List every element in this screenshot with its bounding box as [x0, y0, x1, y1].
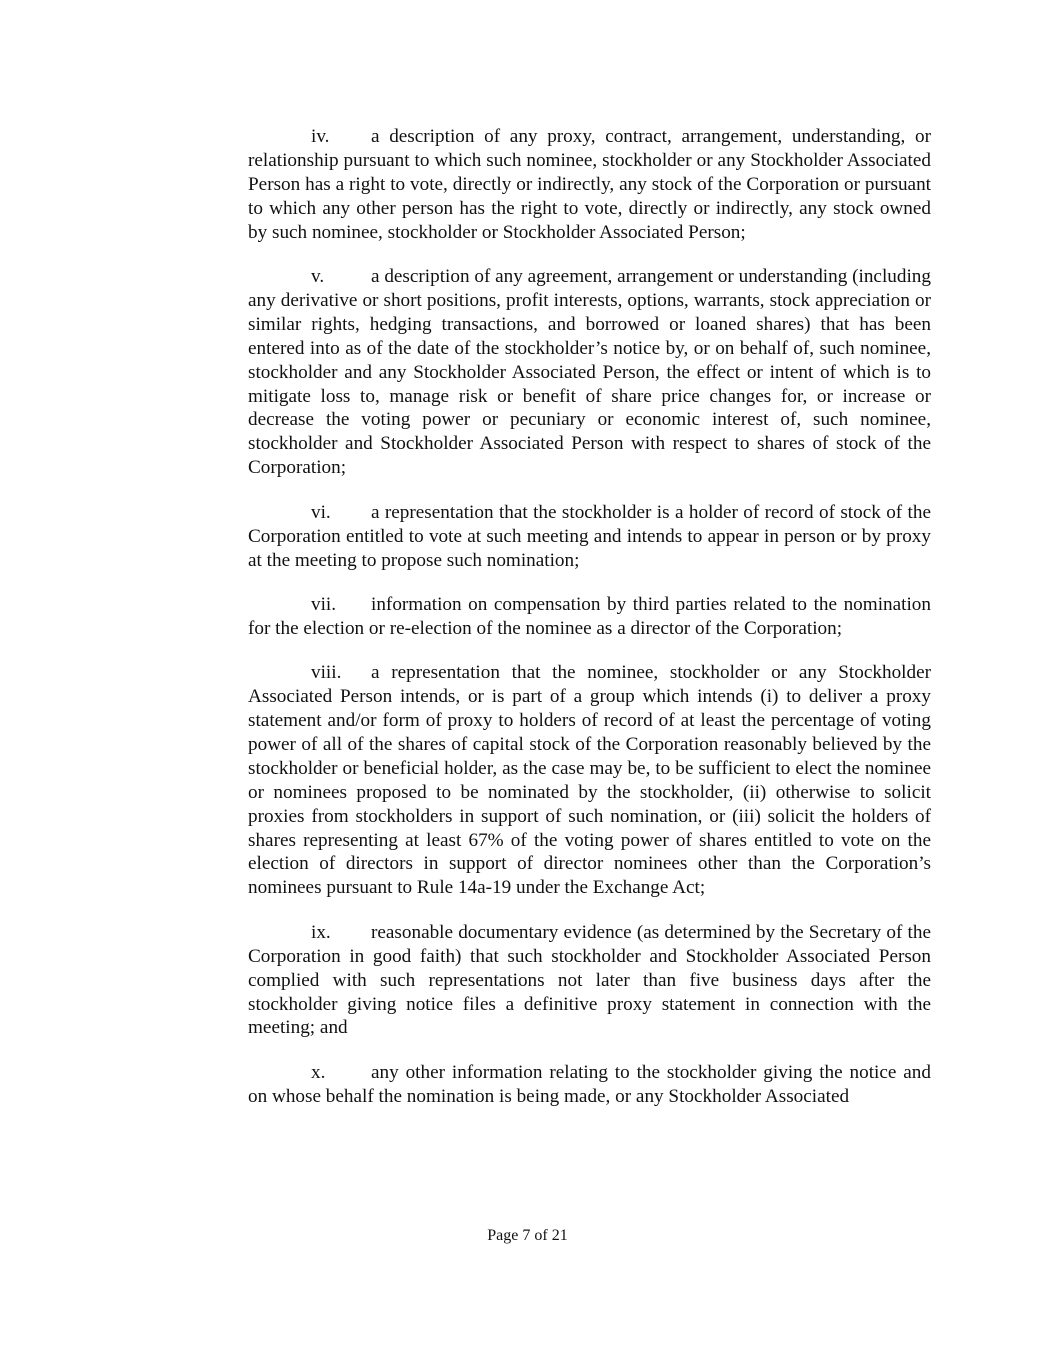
document-body	[248, 125, 931, 1129]
clause-vi	[248, 501, 931, 573]
clause-ix	[248, 921, 931, 1041]
clause-text: any other information relating to the stockholder giving the notice and on whose behalf the nomination is being made, or any Stockholder Associated	[248, 1061, 931, 1107]
clause-text: a representation that the nominee, stockholder or any Stockholder Associated Person intends, or is part of a group which intends (i) to deliver a proxy statement and/or form of proxy to holders of record of at least the percentage of voting power of all of the shares of capital stock of the Corporation reasonably believed by the stockholder or beneficial holder, as the case may be, to be sufficient to elect the nominee or nominees proposed to be nominated by the stockholder, (ii) otherwise to solicit proxies from stockholders in support of such nomination, or (iii) solicit the holders of shares representing at least 67% of the voting power of shares entitled to vote on the election of directors in support of director nominees other than the Corporation’s nominees pursuant to Rule 14a-19 under the Exchange Act;	[248, 662, 931, 899]
clause-number: vi.	[311, 501, 331, 523]
clause-number: v.	[311, 266, 325, 288]
page-number-footer: Page 7 of 21	[487, 1227, 568, 1244]
clause-number: viii.	[311, 662, 342, 684]
clause-number: ix.	[311, 921, 331, 943]
clause-text: information on compensation by third parties related to the nomination for the election or re-election of the nominee as a director of the Corporation;	[248, 593, 931, 639]
clause-iv	[248, 125, 931, 245]
clause-vii	[248, 593, 931, 641]
clause-text: a description of any proxy, contract, arrangement, understanding, or relationship pursuant to which such nominee, stockholder or any Stockholder Associated Person has a right to vote, directly or indirectly, any stock of the Corporation or pursuant to which any other person has the right to vote, directly or indirectly, any stock owned by such nominee, stockholder or Stockholder Associated Person;	[248, 126, 931, 243]
clause-number: vii.	[311, 593, 337, 615]
clause-viii	[248, 661, 931, 900]
clause-x	[248, 1061, 931, 1109]
clause-number: x.	[311, 1061, 326, 1083]
clause-number: iv.	[311, 126, 330, 147]
clause-v	[248, 265, 931, 480]
clause-text: a description of any agreement, arrangement or understanding (including any derivative or short positions, profit interests, options, warrants, stock appreciation or similar rights, hedging transactions, and borrowed or loaned shares) that has been entered into as of the date of the stockholder’s notice by, or on behalf of, such nominee, stockholder and any Stockholder Associated Person, the effect or intent of which is to mitigate loss to, manage risk or benefit of share price changes for, or increase or decrease the voting power or pecuniary or economic interest of, such nominee, stockholder and Stockholder Associated Person with respect to shares of stock of the Corporation;	[248, 266, 931, 479]
clause-text: a representation that the stockholder is a holder of record of stock of the Corporation entitled to vote at such meeting and intends to appear in person or by proxy at the meeting to propose such nomination;	[248, 501, 931, 571]
clause-text: reasonable documentary evidence (as determined by the Secretary of the Corporation in good faith) that such stockholder and Stockholder Associated Person complied with such representations not later than five business days after the stockholder giving notice files a definitive proxy statement in connection with the meeting; and	[248, 921, 931, 1039]
